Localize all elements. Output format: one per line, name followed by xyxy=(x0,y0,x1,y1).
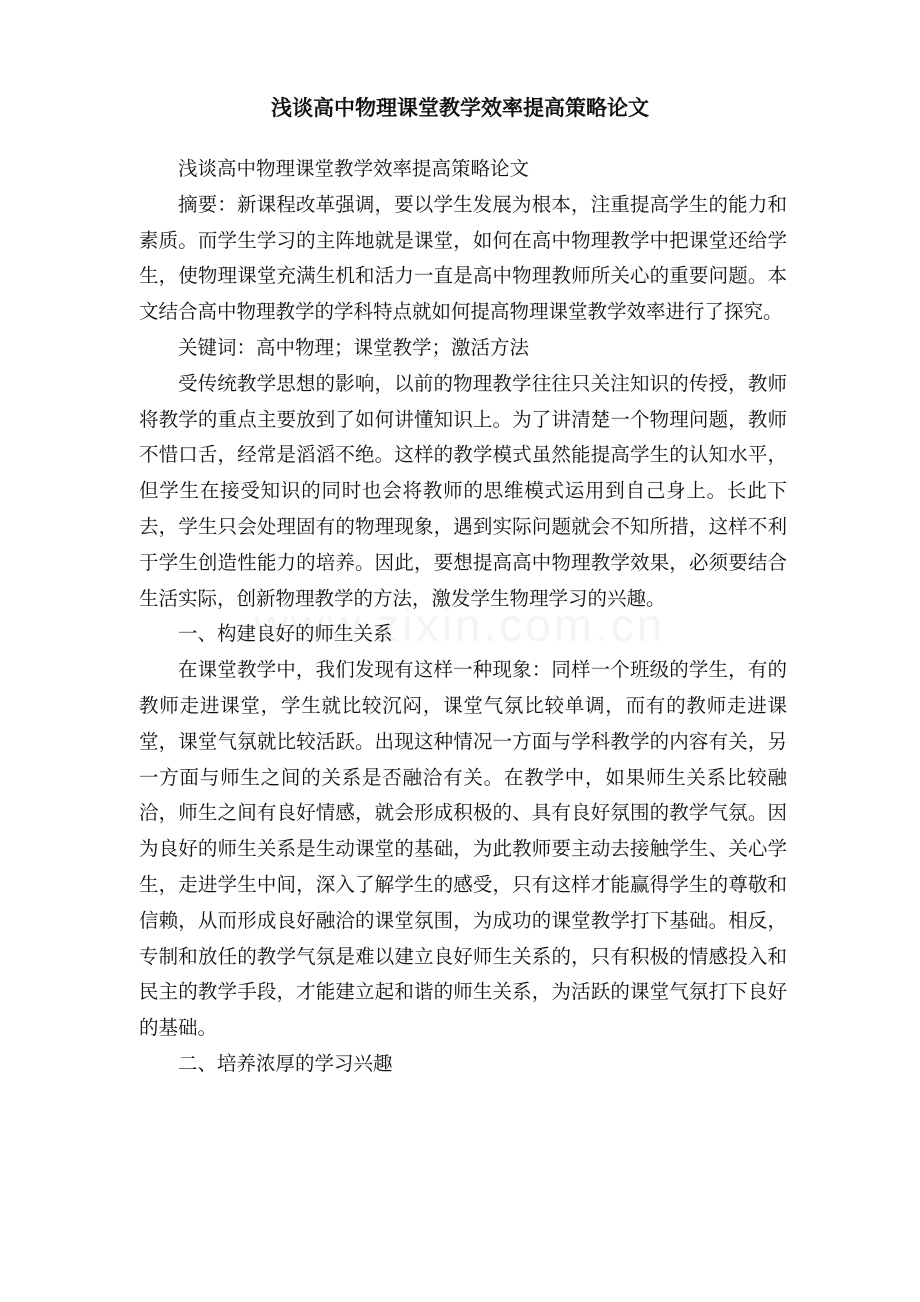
document-title: 浅谈高中物理课堂教学效率提高策略论文 xyxy=(271,96,649,120)
document-body xyxy=(139,151,787,1082)
section-heading-1: 一、构建良好的师生关系 xyxy=(178,622,393,646)
section-1-paragraph: 在课堂教学中，我们发现有这样一种现象：同样一个班级的学生，有的教师走进课堂，学生就比较沉闷，课堂气氛比较单调，而有的教师走进课堂，课堂气氛就比较活跃。出现这种情况一方面与学科教学的内容有关，另一方面与师生之间的关系是否融洽有关。在教学中，如果师生关系比较融洽，师生之间有良好情感，就会形成积极的、具有良好氛围的教学气氛。因为良好的师生关系是生动课堂的基础，为此教师要主动去接触学生、关心学生，走进学生中间，深入了解学生的感受，只有这样才能赢得学生的尊敬和信赖，从而形成良好融洽的课堂氛围，为成功的课堂教学打下基础。相反，专制和放任的教学气氛是难以建立良好师生关系的，只有积极的情感投入和民主的教学手段，才能建立起和谐的师生关系，为活跃的课堂气氛打下良好的基础。 xyxy=(139,658,787,1040)
intro-paragraph: 受传统教学思想的影响，以前的物理教学往往只关注知识的传授，教师将教学的重点主要放到了如何讲懂知识上。为了讲清楚一个物理问题，教师不惜口舌，经常是滔滔不绝。这样的教学模式虽然能提高学生的认知水平，但学生在接受知识的同时也会将教师的思维模式运用到自己身上。长此下去，学生只会处理固有的物理现象，遇到实际问题就会不知所措，这样不利于学生创造性能力的培养。因此，要想提高高中物理教学效果，必须要结合生活实际，创新物理教学的方法，激发学生物理学习的兴趣。 xyxy=(139,371,787,610)
keywords-paragraph: 关键词：高中物理；课堂教学；激活方法 xyxy=(178,335,530,359)
abstract-paragraph: 摘要：新课程改革强调，要以学生发展为根本，注重提高学生的能力和素质。而学生学习的主阵地就是课堂，如何在高中物理教学中把课堂还给学生，使物理课堂充满生机和活力一直是高中物理教师所关心的重要问题。本文结合高中物理教学的学科特点就如何提高物理课堂教学效率进行了探究。 xyxy=(139,192,787,324)
body-heading-repeat: 浅谈高中物理课堂教学效率提高策略论文 xyxy=(178,157,530,180)
section-heading-2: 二、培养浓厚的学习兴趣 xyxy=(178,1051,393,1075)
